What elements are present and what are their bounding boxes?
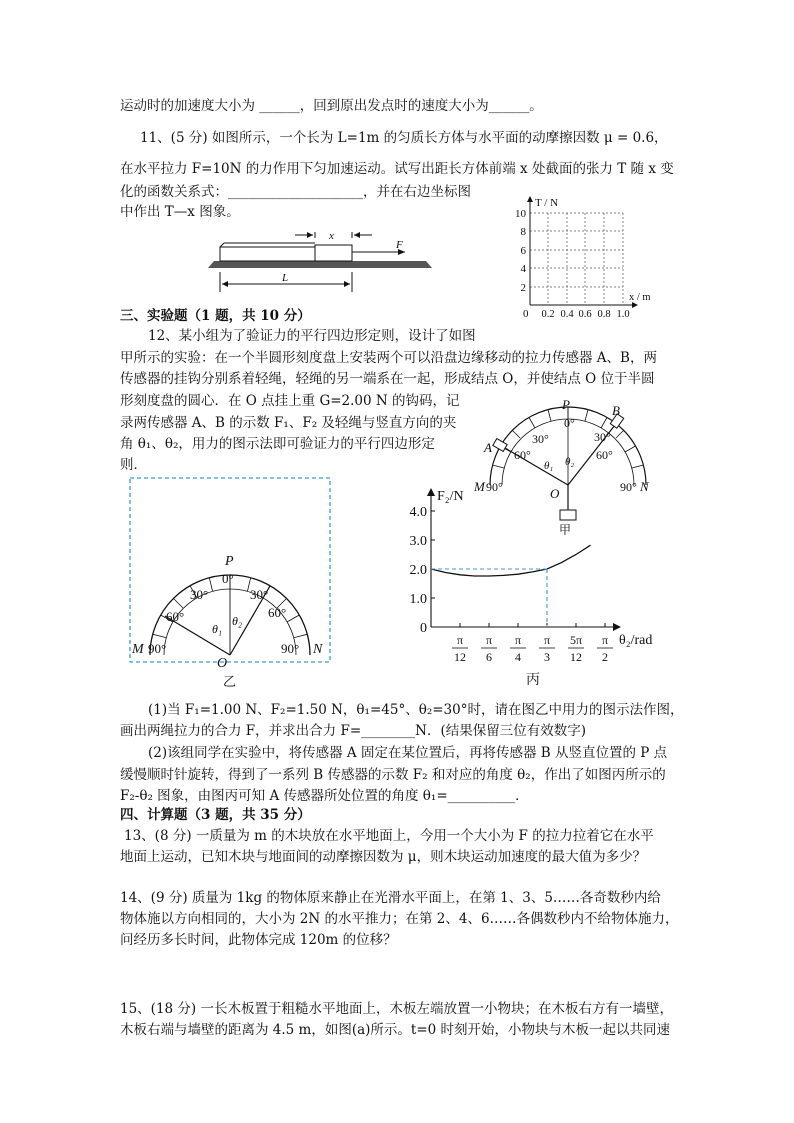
y-tick: 6 bbox=[520, 245, 526, 257]
text-line: 传感器的挂钩分别系着轻绳，轻绳的另一端系在一起，形成结点 O，并使结点 O 位于半圆 bbox=[120, 371, 655, 387]
x-tick: 1.0 bbox=[616, 309, 630, 320]
text-line: 画出两绳拉力的合力 F，并求出合力 F=________N．(结果保留三位有效数字) bbox=[120, 723, 586, 739]
block-left bbox=[220, 247, 315, 261]
y-tick: 2 bbox=[520, 282, 526, 294]
chart-x-tick-den: 4 bbox=[515, 650, 521, 664]
y-label: T / N bbox=[535, 197, 559, 209]
label-F: F bbox=[396, 239, 403, 251]
caption-jia: 甲 bbox=[559, 523, 572, 535]
chart-x-tick-den: 3 bbox=[544, 650, 550, 664]
text-line: 木板右端与墙壁的距离为 4.5 m，如图(a)所示。t=0 时刻开始，小物块与木板一起以共同速 bbox=[120, 1022, 671, 1038]
figure-yi bbox=[128, 475, 332, 690]
floor bbox=[208, 261, 432, 268]
y-tick: 10 bbox=[515, 208, 526, 220]
text-line: 缓慢顺时针旋转，得到了一系列 B 传感器的示数 F₂ 和对应的角度 θ₂，作出了如图丙所示的 bbox=[120, 767, 666, 783]
chart-y-tick-label: 0 bbox=[420, 621, 427, 636]
label-M: M bbox=[132, 642, 144, 657]
chart-x-tick-den: 12 bbox=[454, 650, 466, 664]
angle-60-right: 60° bbox=[268, 605, 287, 620]
chart-series-line bbox=[431, 545, 591, 576]
text-line: 录两传感器 A、B 的示数 F₁、F₂ 及轻绳与竖直方向的夹 bbox=[120, 415, 457, 431]
text-line: 运动时的加速度大小为 ______，回到原出发点时的速度大小为______。 bbox=[120, 98, 543, 114]
theta2: θ₂ bbox=[565, 456, 575, 468]
text-line: 甲所示的实验：在一个半圆形刻度盘上安装两个可以沿盘边缘移动的拉力传感器 A、B，两 bbox=[120, 350, 657, 366]
text-line: 则． bbox=[120, 457, 147, 473]
label-N: N bbox=[313, 642, 323, 657]
chart-x-tick-num: π bbox=[514, 633, 522, 647]
text-line: 物体施以方向相同的，大小为 2N 的水平推力；在第 2、4、6……各偶数秒内不给物体施力， bbox=[120, 911, 679, 927]
label-L: L bbox=[282, 272, 289, 284]
text-line: 问经历多长时间，此物体完成 120m 的位移？ bbox=[120, 932, 397, 948]
question-13: 13、(8 分) 一质量为 m 的木块放在水平地面上，今用一个大小为 F 的拉力拉着它在水平 bbox=[124, 828, 654, 844]
text-line: 化的函数关系式：____________________，并在右边坐标图 bbox=[120, 184, 471, 200]
chart-x-tick-num: π bbox=[543, 633, 551, 647]
chart-y-tick-label: 2.0 bbox=[409, 563, 427, 578]
chart-bing bbox=[395, 480, 685, 690]
chart-y-tick-label: 4.0 bbox=[409, 505, 427, 520]
label-A: A bbox=[484, 440, 492, 455]
caption-yi: 乙 bbox=[223, 674, 237, 689]
chart-x-tick-num: π bbox=[601, 633, 609, 647]
angle-90-right: 90° bbox=[620, 480, 637, 494]
tx-grid-figure bbox=[505, 193, 665, 321]
x-label: x / m bbox=[629, 292, 651, 303]
theta2: θ₂ bbox=[232, 614, 243, 628]
text-line: 地面上运动，已知木块与地面间的动摩擦因数为 μ，则木块运动加速度的最大值为多少？ bbox=[120, 849, 647, 865]
chart-x-tick-num: π bbox=[485, 633, 493, 647]
text-line: F₂-θ₂ 图象，由图丙可知 A 传感器所处位置的角度 θ₁=__________． bbox=[120, 788, 529, 804]
y-tick: 8 bbox=[520, 226, 526, 238]
chart-title: 丙 bbox=[526, 673, 540, 688]
label-O: O bbox=[550, 486, 560, 501]
text-line: 中作出 T—x 图象。 bbox=[120, 204, 240, 220]
origin-label: 0 bbox=[523, 308, 529, 320]
section-heading: 三、实验题（1 题，共 10 分） bbox=[120, 308, 311, 324]
chart-x-tick-den: 6 bbox=[486, 650, 492, 664]
sensor-A bbox=[493, 439, 507, 452]
angle-30-right: 30° bbox=[250, 587, 269, 602]
label-P: P bbox=[225, 554, 234, 569]
section-heading: 四、计算题（3 题，共 35 分） bbox=[120, 807, 311, 823]
text-line: 在水平拉力 F=10N 的力作用下匀加速运动。试写出距长方体前端 x 处截面的张力 T 随 x 变 bbox=[120, 161, 674, 177]
chart-y-tick-label: 3.0 bbox=[409, 534, 427, 549]
question-11: 11、(5 分) 如图所示，一个长为 L=1m 的匀质长方体与水平面的动摩擦因数 μ = 0.6， bbox=[140, 130, 668, 146]
text-line: 角 θ₁、θ₂，用力的图示法即可验证力的平行四边形定 bbox=[120, 436, 435, 452]
label-O: O bbox=[217, 656, 228, 671]
angle-60-right: 60° bbox=[596, 448, 613, 462]
angle-0: 0° bbox=[564, 416, 575, 430]
label-x: x bbox=[329, 230, 334, 242]
question-15: 15、(18 分) 一长木板置于粗糙水平地面上，木板左端放置一小物块；在木板右方有一墙壁， bbox=[120, 1001, 673, 1017]
angle-60-left: 60° bbox=[514, 448, 531, 462]
label-M: M bbox=[474, 479, 485, 494]
chart-x-tick-den: 12 bbox=[570, 650, 582, 664]
question-12-part1: (1)当 F₁=1.00 N、F₂=1.50 N，θ₁=45°、θ₂=30°时，请在图乙中用力的图示法作图， bbox=[148, 702, 684, 718]
text-line: 形刻度盘的圆心．在 O 点挂上重 G=2.00 N 的钩码，记 bbox=[120, 393, 460, 409]
label-P: P bbox=[562, 397, 570, 412]
angle-30-right: 30° bbox=[594, 430, 611, 444]
theta1: θ₁ bbox=[544, 460, 554, 472]
label-B: B bbox=[612, 403, 620, 418]
x-tick: 0.8 bbox=[597, 309, 611, 320]
angle-30-left: 30° bbox=[532, 432, 549, 446]
question-12: 12、某小组为了验证力的平行四边形定则，设计了如图 bbox=[148, 328, 476, 344]
x-tick: 0.6 bbox=[578, 309, 592, 320]
chart-x-tick-num: π bbox=[456, 633, 464, 647]
question-12-part2: (2)该组同学在实验中，将传感器 A 固定在某位置后，再将传感器 B 从竖直位置的 P 点 bbox=[148, 745, 668, 761]
angle-90-left: 90° bbox=[486, 480, 503, 494]
angle-0: 0° bbox=[222, 571, 234, 586]
theta1: θ₁ bbox=[212, 622, 223, 636]
y-tick: 4 bbox=[520, 263, 526, 275]
block-figure bbox=[200, 220, 440, 300]
chart-x-tick-num: 5π bbox=[569, 633, 583, 647]
block-right bbox=[315, 245, 352, 261]
chart-x-tick-den: 2 bbox=[602, 650, 608, 664]
chart-y-tick-label: 1.0 bbox=[409, 592, 427, 607]
x-tick: 0.2 bbox=[541, 309, 555, 320]
chart-x-label: θ₂/rad bbox=[619, 633, 653, 648]
label-N: N bbox=[640, 479, 649, 494]
angle-30-left: 30° bbox=[190, 587, 209, 602]
chart-y-label: F₂/N bbox=[437, 489, 464, 504]
angle-60-left: 60° bbox=[166, 609, 185, 624]
angle-90-left: 90° bbox=[148, 641, 167, 656]
angle-90-right: 90° bbox=[281, 641, 300, 656]
question-14: 14、(9 分) 质量为 1kg 的物体原来静止在光滑水平面上，在第 1、3、5……各奇数秒内给 bbox=[120, 890, 661, 906]
x-tick: 0.4 bbox=[560, 309, 574, 320]
